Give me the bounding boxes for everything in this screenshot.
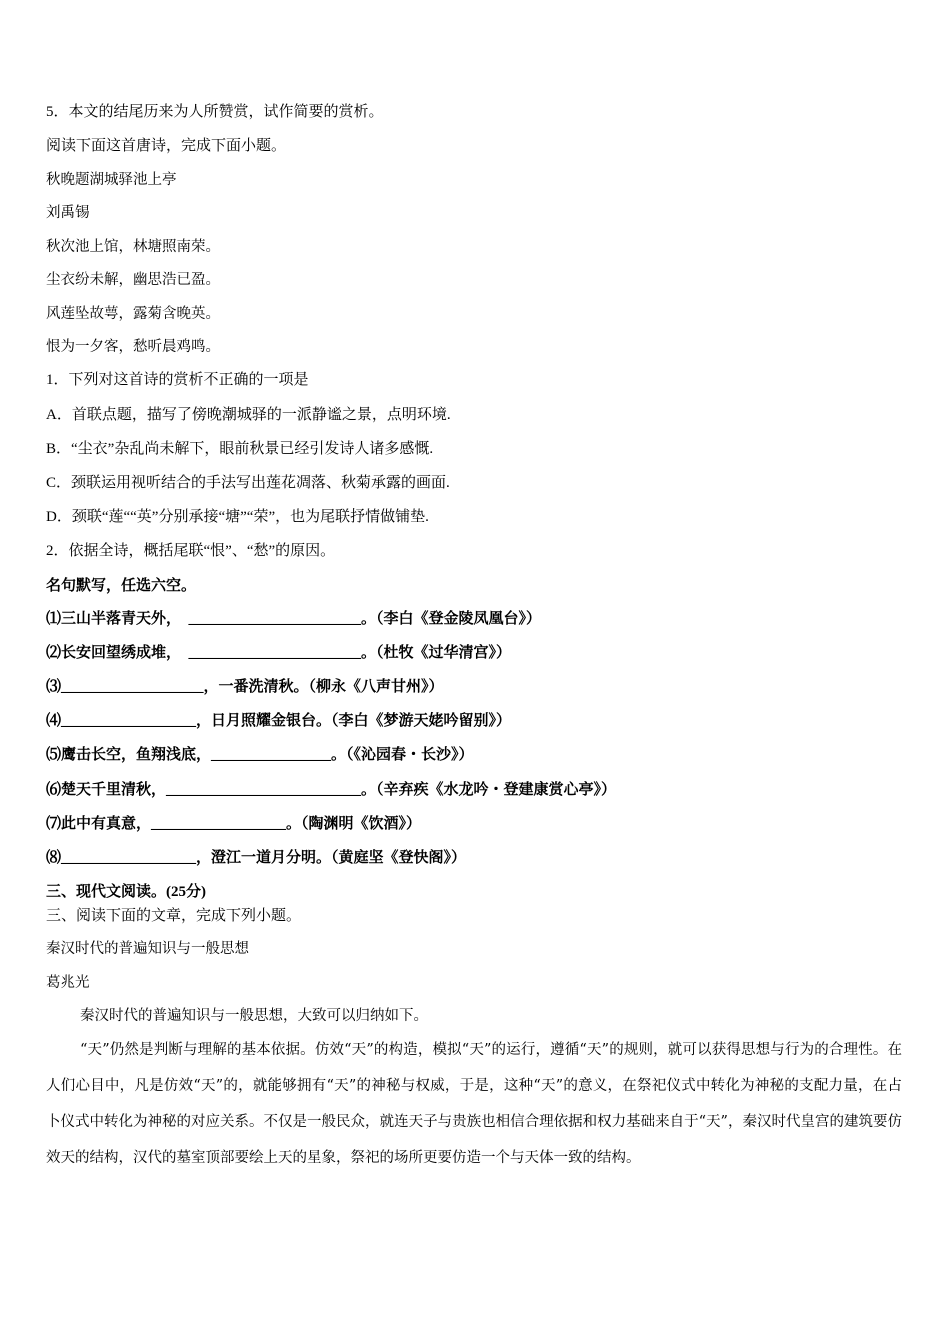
section-3-instruction: 三、阅读下面的文章，完成下列小题。 [46,908,302,924]
option-d: D．颈联“莲““英”分别承接“塘”“荣”，也为尾联抒情做铺垫. [46,509,429,525]
question-1: 1．下列对这首诗的赏析不正确的一项是 [46,372,309,388]
article-paragraph-2-text: “天”仍然是判断与理解的基本依据。仿效“天”的构造，模拟“天”的运行，遵循“天”的规则，就可以获得思想与行为的合理性。在人们心目中，凡是仿效“天”的，就能够拥有“天”的神秘与权威，于是，这种“天”的意义，在祭祀仪式中转化为神秘的支配力量，在占卜仪式中转化为神秘的对应关系。不仅是一般民众，就连天子与贵族也相信合理依据和权力基础来自于“天”，秦汉时代皇宫的建筑要仿效天的结构，汉代的墓室顶部要绘上天的星象，祭祀的场所更要仿造一个与天体一致的结构。 [46,1042,902,1166]
mingju-item-1: ⑴三山半落青天外， _______________________。（李白《登金陵凤凰台》） [46,611,542,627]
article-author: 葛兆光 [46,975,90,991]
mingju-item-6: ⑹楚天千里清秋，__________________________。（辛弃疾《水龙吟・登建康赏心亭》） [46,782,617,798]
poem-instruction: 阅读下面这首唐诗，完成下面小题。 [46,138,287,154]
question-2: 2．依据全诗，概括尾联“恨”、“愁”的原因。 [46,543,336,559]
article-title: 秦汉时代的普遍知识与一般思想 [46,941,249,957]
question-5: 5．本文的结尾历来为人所赞赏，试作简要的赏析。 [46,104,384,120]
poem-line-3: 风莲坠故萼，露菊含晚英。 [46,306,220,322]
mingju-item-3: ⑶___________________，一番洗清秋。（柳永《八声甘州》） [46,679,444,695]
option-b: B．“尘衣”杂乱尚未解下，眼前秋景已经引发诗人诸多感慨. [46,441,434,457]
mingju-item-5: ⑸鹰击长空，鱼翔浅底，________________。（《沁园春・长沙》） [46,747,474,763]
poem-line-4: 恨为一夕客，愁听晨鸡鸣。 [46,339,220,355]
option-c: C．颈联运用视听结合的手法写出莲花凋落、秋菊承露的画面. [46,475,450,491]
mingju-item-8: ⑻__________________，澄江一道月分明。（黄庭坚《登快阁》） [46,850,467,866]
poem-line-1: 秋次池上馆，林塘照南荣。 [46,239,220,255]
article-paragraph-2 [46,1032,902,1176]
mingju-heading: 名句默写，任选六空。 [46,578,197,594]
mingju-item-4: ⑷__________________，日月照耀金银台。（李白《梦游天姥吟留别》） [46,713,512,729]
mingju-item-7: ⑺此中有真意，__________________。（陶渊明《饮酒》） [46,816,422,832]
mingju-item-2: ⑵长安回望绣成堆， _______________________。（杜牧《过华清宫》） [46,645,512,661]
poem-line-2: 尘衣纷未解，幽思浩已盈。 [46,272,220,288]
option-a: A．首联点题，描写了傍晚潮城驿的一派静谧之景，点明环境. [46,407,451,423]
poem-author: 刘禹锡 [46,205,90,221]
poem-title: 秋晚题湖城驿池上亭 [46,172,177,188]
article-paragraph-1: 秦汉时代的普遍知识与一般思想，大致可以归纳如下。 [80,1008,428,1024]
section-3-heading: 三、现代文阅读。(25分) [46,884,206,900]
